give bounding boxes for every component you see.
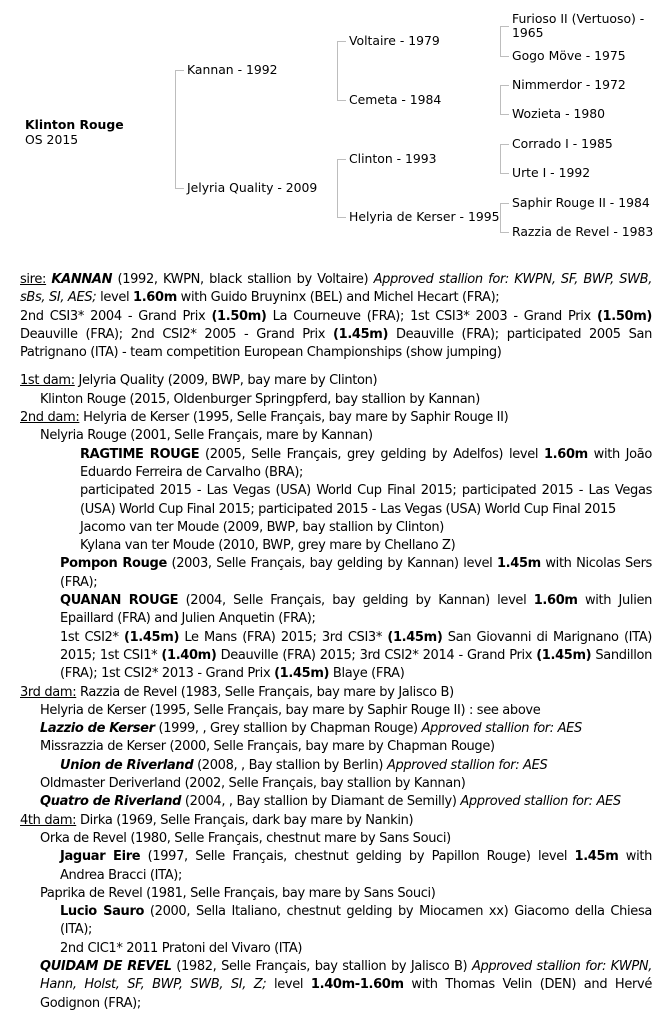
offspring-entry: Paprika de Revel (1981, Selle Français, bay mare by Sans Souci) bbox=[40, 885, 436, 901]
first-dam-text: Jelyria Quality (2009, BWP, bay mare by Clinton) bbox=[74, 373, 378, 389]
result-height: (1.40m) bbox=[161, 647, 217, 663]
second-dam-text: Helyria de Kerser (1995, Selle Français, bay mare by Saphir Rouge II) bbox=[79, 410, 509, 426]
pedigree-sdd[interactable]: Wozieta - 1980 bbox=[512, 106, 606, 121]
horse-name: QUIDAM DE REVEL bbox=[40, 958, 172, 974]
horse-name: Jaguar Eire bbox=[60, 849, 141, 865]
horse-level: 1.45m bbox=[496, 556, 541, 572]
horse-name: Quatro de Riverland bbox=[40, 794, 182, 810]
bracket-tick bbox=[500, 203, 509, 204]
first-dam bbox=[20, 372, 652, 390]
bracket-tick bbox=[500, 85, 509, 86]
horse-approved: Approved stallion for: AES bbox=[421, 721, 582, 737]
fourth-dam-label: 4th dam: bbox=[20, 812, 77, 828]
horse-name: Union de Riverland bbox=[60, 757, 194, 773]
horse-details: (2004, , Bay stallion by Diamant de Semilly) bbox=[181, 794, 461, 810]
bracket-tick bbox=[337, 100, 346, 101]
horse-rider: with João Eduardo Ferreira de Carvalho (BRA); bbox=[80, 446, 652, 480]
bracket-line bbox=[500, 85, 501, 114]
result-text: Deauville (FRA); participated 2005 San Patrignano (ITA) - team competition European Championships (show jumping) bbox=[20, 326, 652, 361]
bracket-line bbox=[337, 159, 338, 217]
quanan-results bbox=[20, 629, 652, 684]
fourth-dam bbox=[20, 812, 652, 830]
offspring-entry: Jacomo van ter Moude (2009, BWP, bay stallion by Clinton) bbox=[80, 519, 444, 535]
sire-name: KANNAN bbox=[51, 272, 113, 287]
fourth-dam-text: Dirka (1969, Selle Français, dark bay mare by Nankin) bbox=[76, 812, 414, 828]
result-height: (1.45m) bbox=[274, 666, 330, 682]
pedigree-dam-dam[interactable]: Helyria de Kerser - 1995 bbox=[349, 209, 500, 224]
bracket-tick bbox=[500, 232, 509, 233]
pedigree-dsd[interactable]: Urte I - 1992 bbox=[512, 165, 591, 180]
bracket-tick bbox=[500, 173, 509, 174]
bracket-line bbox=[500, 203, 501, 232]
horse-approved: Approved stallion for: AES bbox=[460, 794, 621, 810]
horse-name: QUANAN ROUGE bbox=[60, 593, 179, 609]
horse-level: 1.60m bbox=[533, 593, 578, 609]
pedigree-dds[interactable]: Saphir Rouge II - 1984 bbox=[512, 195, 650, 210]
sire-results bbox=[20, 308, 652, 363]
pedigree-sds[interactable]: Nimmerdor - 1972 bbox=[512, 77, 626, 92]
horse-rider: with Thomas Velin (DEN) and Hervé Godignon (FRA); bbox=[40, 977, 652, 1011]
horse-details: (2003, Selle Français, bay gelding by Kannan) level bbox=[166, 556, 497, 572]
result-height: (1.45m) bbox=[536, 647, 592, 663]
sire-details: (1992, KWPN, black stallion by Voltaire) bbox=[112, 272, 374, 287]
result-height: (1.45m) bbox=[123, 629, 180, 645]
sire-label: sire: bbox=[20, 272, 47, 287]
offspring-entry: Nelyria Rouge (2001, Selle Français, mare by Kannan) bbox=[40, 428, 373, 444]
horse-level: 1.45m bbox=[574, 849, 619, 865]
horse-rider: with Nicolas Sers (FRA); bbox=[60, 556, 652, 590]
offspring-ragtime bbox=[20, 446, 652, 483]
offspring-lucio bbox=[20, 903, 652, 940]
offspring-entry: Missrazzia de Kerser (2000, Selle Français, bay mare by Chapman Rouge) bbox=[40, 739, 495, 755]
bracket-line bbox=[500, 26, 501, 56]
result-height: (1.45m) bbox=[333, 326, 389, 342]
pedigree-description bbox=[20, 271, 652, 1013]
result-height: (1.45m) bbox=[387, 629, 443, 645]
third-dam-label: 3rd dam: bbox=[20, 684, 77, 700]
pedigree-sire-sire[interactable]: Voltaire - 1979 bbox=[349, 33, 440, 48]
sire-level-pre: level bbox=[96, 290, 134, 306]
pedigree-sss[interactable] bbox=[512, 12, 644, 40]
horse-approved: Approved stallion for: KWPN, Hann, Holst, SF, BWP, SWB, SI, Z; bbox=[40, 958, 653, 993]
sire-paragraph bbox=[20, 271, 652, 308]
bracket-tick bbox=[500, 26, 509, 27]
offspring-pompon bbox=[20, 555, 652, 592]
horse-level-pre: level bbox=[266, 977, 311, 993]
horse-name: Lucio Sauro bbox=[60, 904, 145, 920]
bracket-tick bbox=[500, 144, 509, 145]
third-dam bbox=[20, 684, 652, 702]
horse-details: (2000, Sella Italiano, chestnut gelding by Miocamen xx) Giacomo della Chiesa (ITA); bbox=[60, 904, 652, 938]
offspring-quanan bbox=[20, 592, 652, 629]
pedigree-subject bbox=[25, 117, 124, 147]
result-text: San Giovanni di Marignano (ITA) 2015; 1st CSI1* bbox=[60, 629, 653, 663]
horse-rider: with Andrea Bracci (ITA); bbox=[60, 849, 652, 883]
result-height: (1.50m) bbox=[596, 308, 653, 324]
offspring-quidam bbox=[20, 958, 652, 1013]
result-text: Sandillon (FRA); 1st CSI2* 2013 - Grand Prix bbox=[60, 647, 652, 682]
pedigree-sire[interactable]: Kannan - 1992 bbox=[187, 62, 278, 77]
result-text: 2nd CSI3* 2004 - Grand Prix bbox=[20, 308, 212, 324]
ragtime-results: participated 2015 - Las Vegas (USA) World Cup Final 2015; participated 2015 - Las Vegas (USA) World Cup Final 2015; participated 2015 - Las Vegas (USA) World Cup Final 2015 bbox=[80, 483, 652, 517]
result-text: 1st CSI2* bbox=[60, 629, 124, 645]
offspring-entry: Oldmaster Deriverland (2002, Selle Français, bay stallion by Kannan) bbox=[40, 776, 466, 792]
result-height: (1.50m) bbox=[211, 308, 267, 324]
bracket-line bbox=[175, 70, 176, 188]
bracket-line bbox=[337, 41, 338, 100]
sire-level-post: with Guido Bruyninx (BEL) and Michel Hecart (FRA); bbox=[176, 290, 500, 306]
horse-details: (1997, Selle Français, chestnut gelding by Papillon Rouge) level bbox=[140, 849, 575, 865]
bracket-tick bbox=[337, 41, 346, 42]
offspring-entry: Klinton Rouge (2015, Oldenburger Springpferd, bay stallion by Kannan) bbox=[40, 391, 480, 407]
pedigree-dss[interactable]: Corrado I - 1985 bbox=[512, 136, 613, 151]
pedigree-ddd[interactable]: Razzia de Revel - 1983 bbox=[512, 224, 654, 239]
pedigree-sss-year: 1965 bbox=[512, 25, 544, 40]
horse-details: (2004, Selle Français, bay gelding by Kannan) level bbox=[178, 593, 534, 609]
offspring-jaguar bbox=[20, 848, 652, 885]
horse-name: Lazzio de Kerser bbox=[40, 721, 155, 737]
third-dam-text: Razzia de Revel (1983, Selle Français, bay mare by Jalisco B) bbox=[76, 684, 454, 700]
horse-name: RAGTIME ROUGE bbox=[80, 446, 200, 462]
horse-level: 1.40m-1.60m bbox=[310, 977, 404, 993]
offspring-entry: Kylana van ter Moude (2010, BWP, grey mare by Chellano Z) bbox=[80, 538, 456, 554]
horse-approved: Approved stallion for: AES bbox=[386, 757, 548, 773]
horse-details: (1982, Selle Français, bay stallion by Jalisco B) bbox=[171, 958, 472, 974]
result-text: Deauville (FRA) 2015; 3rd CSI2* 2014 - Grand Prix bbox=[216, 647, 537, 663]
second-dam-label: 2nd dam: bbox=[20, 410, 80, 426]
bracket-line bbox=[500, 144, 501, 173]
horse-rider: with Julien Epaillard (FRA) and Julien Anquetin (FRA); bbox=[60, 593, 652, 627]
sire-level: 1.60m bbox=[133, 290, 177, 306]
subject-studbook-year: OS 2015 bbox=[25, 132, 79, 147]
pedigree-dam[interactable]: Jelyria Quality - 2009 bbox=[187, 180, 318, 195]
horse-details: (1999, , Grey stallion by Chapman Rouge) bbox=[154, 721, 422, 737]
bracket-tick bbox=[175, 70, 184, 71]
result-text: Le Mans (FRA) 2015; 3rd CSI3* bbox=[179, 629, 388, 645]
bracket-tick bbox=[175, 188, 184, 189]
result-text: La Courneuve (FRA); 1st CSI3* 2003 - Grand Prix bbox=[266, 308, 597, 324]
subject-name: Klinton Rouge bbox=[25, 117, 124, 132]
horse-details: (2005, Selle Français, grey gelding by Adelfos) level bbox=[199, 446, 544, 462]
pedigree-sire-dam[interactable]: Cemeta - 1984 bbox=[349, 92, 442, 107]
pedigree-chart bbox=[0, 0, 670, 250]
pedigree-sss-name: Furioso II (Vertuoso) - bbox=[512, 11, 645, 26]
lucio-results: 2nd CIC1* 2011 Pratoni del Vivaro (ITA) bbox=[60, 940, 303, 956]
result-text: Deauville (FRA); 2nd CSI2* 2005 - Grand Prix bbox=[20, 326, 334, 342]
pedigree-dam-sire[interactable]: Clinton - 1993 bbox=[349, 151, 437, 166]
result-text: Blaye (FRA) bbox=[329, 666, 405, 682]
bracket-tick bbox=[500, 114, 509, 115]
offspring-quatro bbox=[20, 793, 652, 811]
pedigree-ssd[interactable]: Gogo Möve - 1975 bbox=[512, 48, 626, 63]
horse-level: 1.60m bbox=[543, 446, 588, 462]
offspring-entry: Orka de Revel (1980, Selle Français, chestnut mare by Sans Souci) bbox=[40, 830, 451, 846]
offspring-entry: Helyria de Kerser (1995, Selle Français, bay mare by Saphir Rouge II) : see above bbox=[40, 702, 541, 718]
offspring-lazzio bbox=[20, 720, 652, 738]
offspring-union bbox=[20, 757, 652, 775]
bracket-tick bbox=[337, 159, 346, 160]
first-dam-label: 1st dam: bbox=[20, 373, 75, 389]
second-dam bbox=[20, 409, 652, 427]
horse-details: (2008, , Bay stallion by Berlin) bbox=[193, 757, 387, 773]
sire-approved: Approved stallion for: KWPN, SF, BWP, SWB, sBs, SI, AES; bbox=[20, 272, 652, 306]
bracket-tick bbox=[337, 217, 346, 218]
bracket-tick bbox=[500, 56, 509, 57]
horse-name: Pompon Rouge bbox=[60, 556, 167, 572]
